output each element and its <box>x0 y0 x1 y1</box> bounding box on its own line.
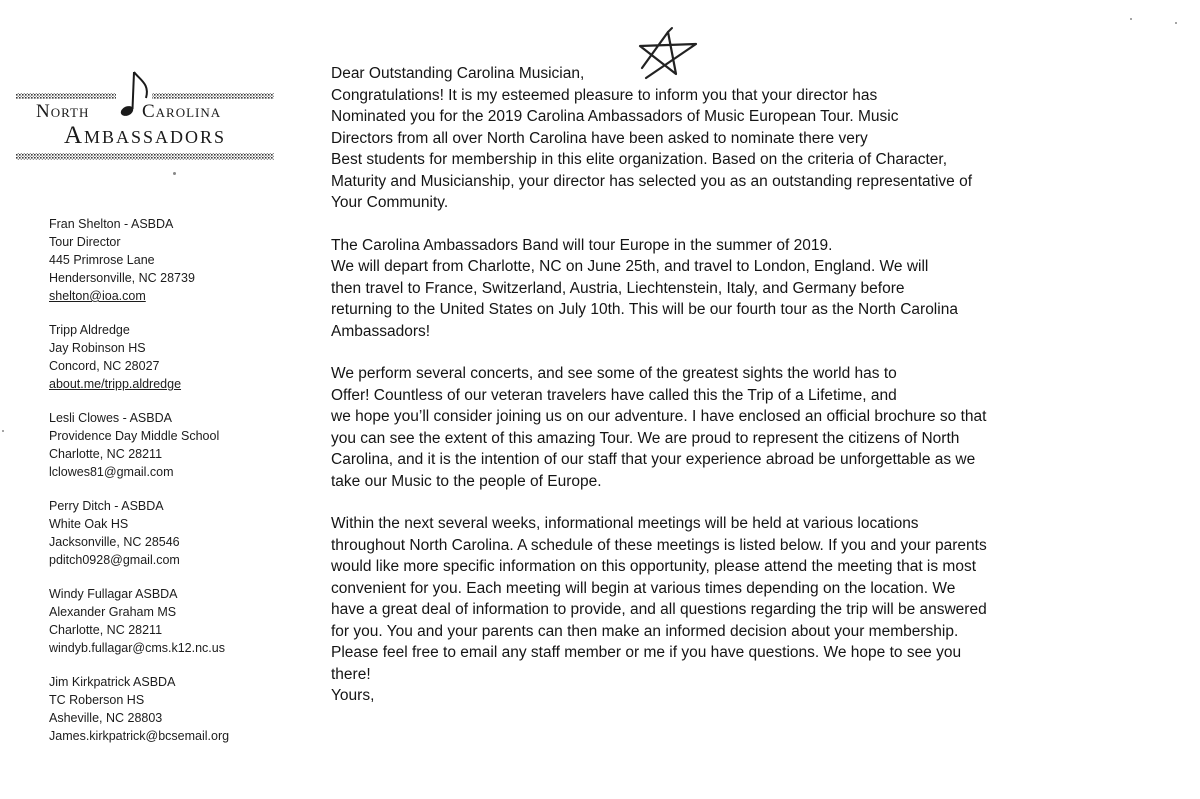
contact-role: Tour Director <box>49 235 121 249</box>
contact-role: White Oak HS <box>49 517 129 531</box>
contact-block <box>49 409 299 481</box>
letter-line: Nominated you for the 2019 Carolina Ambassadors of Music European Tour. Music <box>331 108 899 125</box>
contact-email-link[interactable]: shelton@ioa.com <box>49 289 146 303</box>
contact-email: windyb.fullagar@cms.k12.nc.us <box>49 641 225 655</box>
contact-web-link[interactable]: about.me/tripp.aldredge <box>49 377 182 391</box>
organization-logo <box>16 70 274 166</box>
letter-line: Carolina, and it is the intention of our staff that your experience abroad be unforgettable as we <box>331 451 976 468</box>
letter-line: you can see the extent of this amazing Tour. We are proud to represent the citizens of North <box>331 429 960 447</box>
contact-role: Alexander Graham MS <box>49 605 177 619</box>
contact-name: Windy Fullagar ASBDA <box>49 587 178 601</box>
letter-line: there! <box>331 665 371 683</box>
letter-line: Directors from all over North Carolina have been asked to nominate there very <box>331 129 868 147</box>
scan-speck <box>173 172 176 175</box>
letter-line: We will depart from Charlotte, NC on June 25th, and travel to London, England. We will <box>331 258 929 275</box>
contact-block <box>49 321 299 393</box>
paragraph-concerts <box>331 363 1191 492</box>
contact-role: TC Roberson HS <box>49 693 145 707</box>
letter-line: would like more specific information on this opportunity, please attend the meeting that is most <box>331 558 977 575</box>
logo-word-carolina: Carolina <box>142 101 222 122</box>
contact-name: Tripp Aldredge <box>49 323 130 337</box>
contact-name: Jim Kirkpatrick ASBDA <box>49 675 176 689</box>
letter-line: Congratulations! It is my esteemed pleasure to inform you that your director has <box>331 86 878 104</box>
contact-role: Providence Day Middle School <box>49 429 220 443</box>
logo-bottom-bar <box>16 153 274 160</box>
contact-city: Jacksonville, NC 28546 <box>49 535 180 549</box>
logo-word-ambassadors: Ambassadors <box>63 122 227 149</box>
contact-block <box>49 673 299 745</box>
contact-name: Fran Shelton - ASBDA <box>49 217 174 231</box>
contact-name: Lesli Clowes - ASBDA <box>49 411 172 425</box>
contact-email: James.kirkpatrick@bcsemail.org <box>49 729 230 743</box>
contact-block <box>49 497 299 569</box>
scan-speck <box>2 430 4 432</box>
letter-line: Please feel free to email any staff member or me if you have questions. We hope to see you <box>331 644 962 661</box>
contact-city: Concord, NC 28027 <box>49 359 160 373</box>
letter-line: we hope you’ll consider joining us on our adventure. I have enclosed an official brochure so that <box>331 408 987 425</box>
letter-line: Best students for membership in this elite organization. Based on the criteria of Character, <box>331 151 948 168</box>
contact-city: Charlotte, NC 28211 <box>49 447 163 461</box>
logo-top-bar-right <box>152 93 274 99</box>
contact-address: 445 Primrose Lane <box>49 253 155 267</box>
letter-line: then travel to France, Switzerland, Austria, Liechtenstein, Italy, and Germany before <box>331 279 905 297</box>
contact-email: pditch0928@gmail.com <box>49 553 180 567</box>
scan-speck <box>1175 22 1177 24</box>
contact-email: lclowes81@gmail.com <box>49 465 174 479</box>
letter-line: Within the next several weeks, informational meetings will be held at various locations <box>331 515 919 532</box>
letter-line: Offer! Countless of our veteran travelers have called this the Trip of a Lifetime, and <box>331 386 897 404</box>
letter-line: for you. You and your parents can then make an informed decision about your membership. <box>331 622 959 640</box>
letter-line: have a great deal of information to provide, and all questions regarding the trip will be answered <box>331 601 987 618</box>
letter-line: Maturity and Musicianship, your director has selected you as an outstanding representative of <box>331 172 973 190</box>
logo-word-north: North <box>36 101 90 122</box>
contact-block <box>49 215 299 305</box>
letter-line: Your Community. <box>331 194 449 211</box>
paragraph-meetings <box>331 513 1191 685</box>
letter-line: take our Music to the people of Europe. <box>331 472 602 490</box>
letter-line: throughout North Carolina. A schedule of these meetings is listed below. If you and your parents <box>331 536 987 554</box>
paragraph-nomination <box>331 85 1191 214</box>
logo-top-bar-left <box>16 93 116 99</box>
letter-line: convenient for you. Each meeting will begin at various times depending on the location. We <box>331 579 956 597</box>
scan-speck <box>1130 18 1132 20</box>
paragraph-tour-itinerary <box>331 235 1191 343</box>
contact-block <box>49 585 299 657</box>
contact-city: Hendersonville, NC 28739 <box>49 271 195 285</box>
letter-salutation: Dear Outstanding Carolina Musician, <box>331 65 585 82</box>
letter-closing: Yours, <box>331 687 375 704</box>
letter-line: The Carolina Ambassadors Band will tour Europe in the summer of 2019. <box>331 236 833 254</box>
contact-city: Asheville, NC 28803 <box>49 711 163 725</box>
staff-contact-list <box>49 215 299 761</box>
letter-line: We perform several concerts, and see some of the greatest sights the world has to <box>331 365 897 382</box>
letter-body <box>331 63 1191 707</box>
contact-role: Jay Robinson HS <box>49 341 146 355</box>
contact-city: Charlotte, NC 28211 <box>49 623 163 637</box>
letter-line: returning to the United States on July 10th. This will be our fourth tour as the North Carolina <box>331 301 958 318</box>
contact-name: Perry Ditch - ASBDA <box>49 499 164 513</box>
letter-line: Ambassadors! <box>331 322 431 340</box>
